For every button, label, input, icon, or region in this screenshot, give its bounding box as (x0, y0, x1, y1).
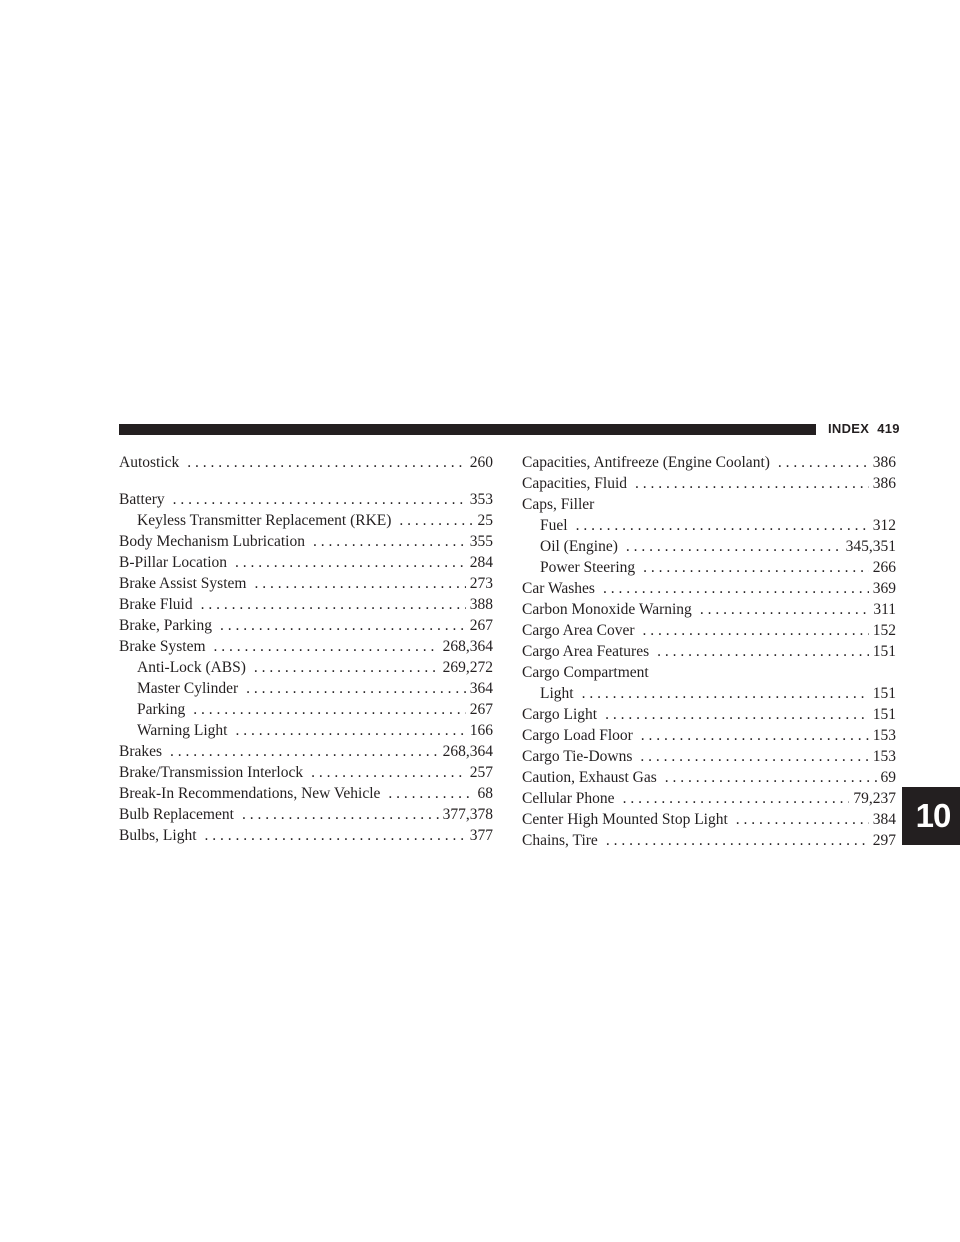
index-entry (119, 741, 493, 762)
index-entry (522, 767, 896, 788)
entry-label: Brake Fluid (119, 596, 193, 613)
dot-leader (643, 557, 869, 578)
index-entry (522, 746, 896, 767)
dot-leader (187, 452, 465, 473)
index-subentry (119, 657, 493, 678)
entry-label: Center High Mounted Stop Light (522, 811, 728, 828)
dot-leader (246, 678, 466, 699)
entry-label: Autostick (119, 454, 180, 471)
entry-label: Warning Light (137, 722, 228, 739)
entry-label: B-Pillar Location (119, 554, 228, 571)
entry-page-number: 284 (469, 554, 493, 571)
entry-label: Carbon Monoxide Warning (522, 601, 692, 618)
index-entry (522, 599, 896, 620)
entry-page-number: 312 (872, 517, 896, 534)
entry-page-number: 311 (873, 601, 896, 618)
index-entry (119, 804, 493, 825)
index-entry (119, 489, 493, 510)
dot-leader (643, 620, 869, 641)
entry-label: Capacities, Fluid (522, 475, 628, 492)
index-entry (119, 636, 493, 657)
entry-label: Brake, Parking (119, 617, 212, 634)
entry-label: Light (540, 685, 574, 702)
index-entry (119, 552, 493, 573)
entry-label: Cargo Area Features (522, 643, 650, 660)
entry-page-number: 69 (880, 769, 896, 786)
dot-leader (201, 594, 466, 615)
entry-page-number: 68 (477, 785, 493, 802)
dot-leader (173, 489, 466, 510)
dot-leader (313, 531, 466, 552)
entry-label: Anti-Lock (ABS) (137, 659, 246, 676)
entry-page-number: 151 (872, 685, 896, 702)
dot-leader (640, 746, 868, 767)
index-entry (522, 662, 896, 683)
entry-label: Cellular Phone (522, 790, 615, 807)
dot-leader (576, 515, 869, 536)
index-subentry (119, 699, 493, 720)
section-title: INDEX (828, 421, 870, 436)
index-entry (119, 452, 493, 473)
dot-leader (626, 536, 842, 557)
running-header (828, 421, 900, 436)
entry-page-number: 377 (469, 827, 493, 844)
entry-page-number: 151 (872, 706, 896, 723)
dot-leader (635, 473, 869, 494)
entry-label: Cargo Load Floor (522, 727, 633, 744)
dot-leader (605, 704, 869, 725)
entry-page-number: 345,351 (845, 538, 896, 555)
dot-leader (235, 720, 465, 741)
entry-label: Power Steering (540, 559, 636, 576)
index-entry (119, 573, 493, 594)
index-subentry (522, 515, 896, 536)
dot-leader (657, 641, 869, 662)
index-entry (522, 494, 896, 515)
dot-leader (641, 725, 869, 746)
entry-label: Brake Assist System (119, 575, 247, 592)
index-entry (522, 725, 896, 746)
entry-page-number: 266 (872, 559, 896, 576)
index-entry (522, 704, 896, 725)
index-entry (522, 641, 896, 662)
entry-label: Oil (Engine) (540, 538, 618, 555)
index-subentry (522, 536, 896, 557)
entry-label: Parking (137, 701, 186, 718)
entry-label: Brake/Transmission Interlock (119, 764, 304, 781)
entry-label: Brakes (119, 743, 163, 760)
entry-label: Bulbs, Light (119, 827, 197, 844)
dot-leader (388, 783, 473, 804)
entry-label: Capacities, Antifreeze (Engine Coolant) (522, 454, 770, 471)
entry-page-number: 386 (872, 475, 896, 492)
index-subentry (522, 557, 896, 578)
index-subentry (522, 683, 896, 704)
entry-label: Break-In Recommendations, New Vehicle (119, 785, 381, 802)
header-rule (119, 424, 816, 435)
dot-leader (254, 657, 439, 678)
dot-leader (220, 615, 466, 636)
index-entry (119, 825, 493, 846)
dot-leader (623, 788, 850, 809)
index-subentry (119, 510, 493, 531)
entry-page-number: 268,364 (442, 638, 493, 655)
dot-leader (242, 804, 439, 825)
dot-leader (214, 636, 439, 657)
entry-label: Keyless Transmitter Replacement (RKE) (137, 512, 392, 529)
dot-leader (736, 809, 869, 830)
entry-label: Caps, Filler (522, 496, 595, 513)
index-entry (522, 809, 896, 830)
entry-label: Cargo Compartment (522, 664, 649, 681)
dot-leader (778, 452, 869, 473)
entry-label: Body Mechanism Lubrication (119, 533, 305, 550)
entry-page-number: 273 (469, 575, 493, 592)
index-entry (119, 531, 493, 552)
entry-label: Bulb Replacement (119, 806, 234, 823)
index-entry (522, 578, 896, 599)
entry-label: Master Cylinder (137, 680, 239, 697)
entry-page-number: 166 (469, 722, 493, 739)
dot-leader (665, 767, 877, 788)
dot-leader (399, 510, 473, 531)
dot-leader (700, 599, 870, 620)
dot-leader (205, 825, 466, 846)
entry-page-number: 152 (872, 622, 896, 639)
index-entry (119, 762, 493, 783)
index-column-right (522, 452, 896, 851)
index-entry (522, 788, 896, 809)
entry-page-number: 384 (872, 811, 896, 828)
entry-page-number: 297 (872, 832, 896, 849)
dot-leader (606, 830, 869, 851)
dot-leader (170, 741, 439, 762)
entry-page-number: 269,272 (442, 659, 493, 676)
entry-page-number: 377,378 (442, 806, 493, 823)
entry-label: Caution, Exhaust Gas (522, 769, 657, 786)
entry-page-number: 260 (469, 454, 493, 471)
dot-leader (235, 552, 466, 573)
index-subentry (119, 720, 493, 741)
index-entry (522, 473, 896, 494)
index-entry (522, 830, 896, 851)
index-entry (119, 594, 493, 615)
entry-page-number: 257 (469, 764, 493, 781)
entry-label: Brake System (119, 638, 206, 655)
index-column-left (119, 452, 493, 846)
entry-page-number: 153 (872, 727, 896, 744)
index-entry (522, 452, 896, 473)
entry-page-number: 388 (469, 596, 493, 613)
index-entry (522, 620, 896, 641)
dot-leader (582, 683, 869, 704)
entry-label: Battery (119, 491, 165, 508)
entry-label: Cargo Light (522, 706, 598, 723)
entry-label: Car Washes (522, 580, 595, 597)
entry-page-number: 267 (469, 617, 493, 634)
dot-leader (311, 762, 466, 783)
chapter-tab: 10 (902, 787, 960, 845)
entry-page-number: 268,364 (442, 743, 493, 760)
entry-page-number: 364 (469, 680, 493, 697)
index-subentry (119, 678, 493, 699)
entry-label: Cargo Area Cover (522, 622, 635, 639)
index-entry (119, 615, 493, 636)
entry-page-number: 355 (469, 533, 493, 550)
entry-page-number: 153 (872, 748, 896, 765)
dot-leader (254, 573, 465, 594)
entry-page-number: 369 (872, 580, 896, 597)
entry-page-number: 353 (469, 491, 493, 508)
entry-label: Fuel (540, 517, 568, 534)
entry-label: Cargo Tie-Downs (522, 748, 633, 765)
entry-label: Chains, Tire (522, 832, 598, 849)
dot-leader (603, 578, 869, 599)
entry-page-number: 267 (469, 701, 493, 718)
page-number: 419 (877, 421, 900, 436)
entry-page-number: 151 (872, 643, 896, 660)
entry-page-number: 386 (872, 454, 896, 471)
index-entry (119, 783, 493, 804)
dot-leader (193, 699, 466, 720)
entry-page-number: 79,237 (853, 790, 896, 807)
entry-page-number: 25 (477, 512, 493, 529)
